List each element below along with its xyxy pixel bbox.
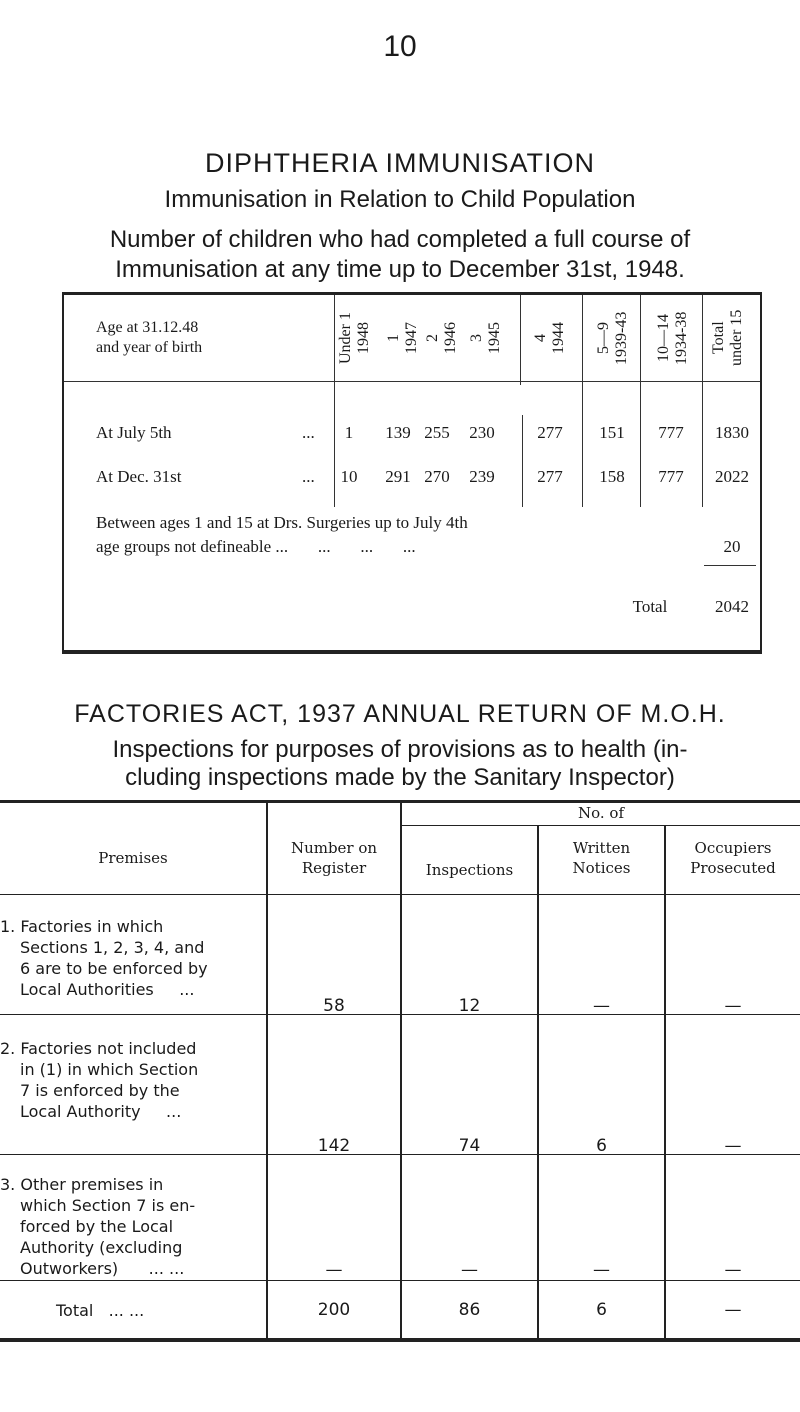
cell-prosecuted: —	[724, 996, 742, 1016]
factories-description-line-1: Inspections for purposes of provisions as to health (in-	[112, 736, 688, 763]
header-notices-line-1: Written	[572, 839, 631, 857]
premises-line: Local Authority ...	[20, 1102, 182, 1121]
column-header-1-line-1: Under 1	[337, 312, 354, 364]
col-divider	[266, 800, 268, 1340]
cell-prosecuted: —	[724, 1260, 742, 1280]
column-header-8-line-1: Total	[710, 321, 727, 355]
column-header-1-line-2: 1948	[355, 322, 372, 354]
premises-line: Outworkers) ... ...	[20, 1259, 185, 1278]
table-cell: 255	[424, 423, 450, 442]
row-label: At Dec. 31st	[96, 467, 182, 486]
table-cell: 10	[340, 467, 358, 486]
cell-prosecuted: —	[724, 1136, 742, 1156]
factories-table	[0, 800, 800, 1360]
table-cell: 1	[344, 423, 354, 442]
column-header-6-line-1: 5—9	[595, 322, 612, 354]
header-inspections: Inspections	[425, 861, 514, 879]
premises-line: Local Authorities ...	[20, 980, 195, 999]
no-of-divider	[400, 825, 800, 826]
page-subtitle: Immunisation in Relation to Child Population	[164, 186, 636, 213]
cell-register: 58	[323, 996, 345, 1016]
col-divider	[522, 415, 523, 507]
total-notices: 6	[596, 1300, 607, 1320]
table-cell: 291	[385, 467, 411, 486]
header-notices-line-2: Notices	[572, 859, 631, 877]
total-value: 2042	[715, 597, 749, 616]
header-premises: Premises	[98, 849, 168, 867]
immunisation-table	[62, 292, 762, 654]
cell-register: 142	[317, 1136, 351, 1156]
premises-line: Authority (excluding	[20, 1238, 183, 1257]
column-header-7-line-1: 10—14	[655, 314, 672, 362]
col-divider	[640, 295, 641, 507]
cell-inspections: 74	[458, 1136, 481, 1156]
cell-register: —	[325, 1260, 343, 1280]
total-inspections: 86	[458, 1300, 481, 1320]
column-header-2-line-2: 1947	[403, 322, 420, 354]
col-divider	[400, 800, 402, 1340]
note-line-2: age groups not defineable ... ... ... ...	[96, 537, 416, 556]
premises-line: 6 are to be enforced by	[20, 959, 208, 978]
total-rule	[704, 565, 756, 566]
row-divider	[0, 1280, 800, 1281]
row-header-line-1: Age at 31.12.48	[96, 319, 199, 336]
column-header-3-line-2: 1946	[442, 322, 459, 354]
header-register-line-2: Register	[301, 859, 367, 877]
row-label: At July 5th	[96, 423, 172, 442]
premises-line: 7 is enforced by the	[20, 1081, 180, 1100]
premises-line: in (1) in which Section	[20, 1060, 199, 1079]
column-header-4-line-2: 1945	[486, 322, 503, 354]
factories-description-line-2: cluding inspections made by the Sanitary Inspector)	[125, 764, 675, 791]
factories-heading: FACTORIES ACT, 1937 ANNUAL RETURN OF M.O.H.	[74, 700, 726, 728]
premises-line: which Section 7 is en-	[20, 1196, 196, 1215]
column-header-8-line-2: under 15	[728, 309, 745, 367]
header-register-line-1: Number on	[290, 839, 378, 857]
total-label: Total ... ...	[56, 1301, 145, 1320]
cell-notices: —	[593, 1260, 610, 1280]
description-line-1: Number of children who had completed a full course of	[109, 226, 691, 253]
table-cell: 277	[537, 423, 563, 442]
total-prosecuted: —	[724, 1300, 742, 1320]
page-number: 10	[383, 30, 417, 63]
column-header-4-line-1: 3	[468, 334, 485, 342]
note-line-1: Between ages 1 and 15 at Drs. Surgeries up to July 4th	[96, 513, 468, 532]
cell-inspections: 12	[458, 996, 481, 1016]
table-cell: 777	[658, 423, 684, 442]
col-divider	[520, 295, 521, 385]
premises-line: forced by the Local	[20, 1217, 174, 1236]
col-divider	[702, 295, 703, 507]
premises-line: 2. Factories not included	[0, 1039, 197, 1058]
table-cell: 777	[658, 467, 684, 486]
col-divider	[582, 295, 583, 507]
header-divider	[64, 381, 760, 382]
header-no-of: No. of	[577, 804, 624, 822]
table-cell: 151	[599, 423, 625, 442]
row-header-line-2: and year of birth	[96, 339, 203, 356]
table-cell: 270	[424, 467, 450, 486]
page-title: DIPHTHERIA IMMUNISATION	[204, 148, 596, 178]
table-cell: 139	[385, 423, 411, 442]
cell-notices: —	[593, 996, 610, 1016]
premises-line: Sections 1, 2, 3, 4, and	[20, 938, 205, 957]
column-header-6-line-2: 1939-43	[613, 311, 630, 365]
column-header-2-line-1: 1	[385, 334, 402, 342]
premises-line: 3. Other premises in	[0, 1175, 164, 1194]
column-header-5-line-1: 4	[532, 334, 549, 342]
column-header-3-line-1: 2	[424, 334, 441, 342]
table-cell: 158	[599, 467, 625, 486]
header-divider	[0, 894, 800, 895]
table-cell: 239	[469, 467, 495, 486]
note-value: 20	[723, 537, 741, 556]
total-label: Total	[632, 597, 668, 616]
table-cell: 1830	[715, 423, 749, 442]
column-header-7-line-2: 1934-38	[673, 311, 690, 365]
total-register: 200	[317, 1300, 351, 1320]
cell-notices: 6	[596, 1136, 607, 1156]
header-prosecuted-line-1: Occupiers	[694, 839, 772, 857]
header-prosecuted-line-2: Prosecuted	[690, 859, 776, 877]
premises-line: 1. Factories in which	[0, 917, 164, 936]
table-cell: 277	[537, 467, 563, 486]
cell-inspections: —	[461, 1260, 478, 1280]
row-dots: ...	[302, 423, 315, 442]
table-cell: 230	[469, 423, 495, 442]
column-header-5-line-2: 1944	[550, 322, 567, 354]
description-line-2: Immunisation at any time up to December 31st, 1948.	[115, 256, 685, 283]
table-cell: 2022	[715, 467, 749, 486]
row-dots: ...	[302, 467, 315, 486]
